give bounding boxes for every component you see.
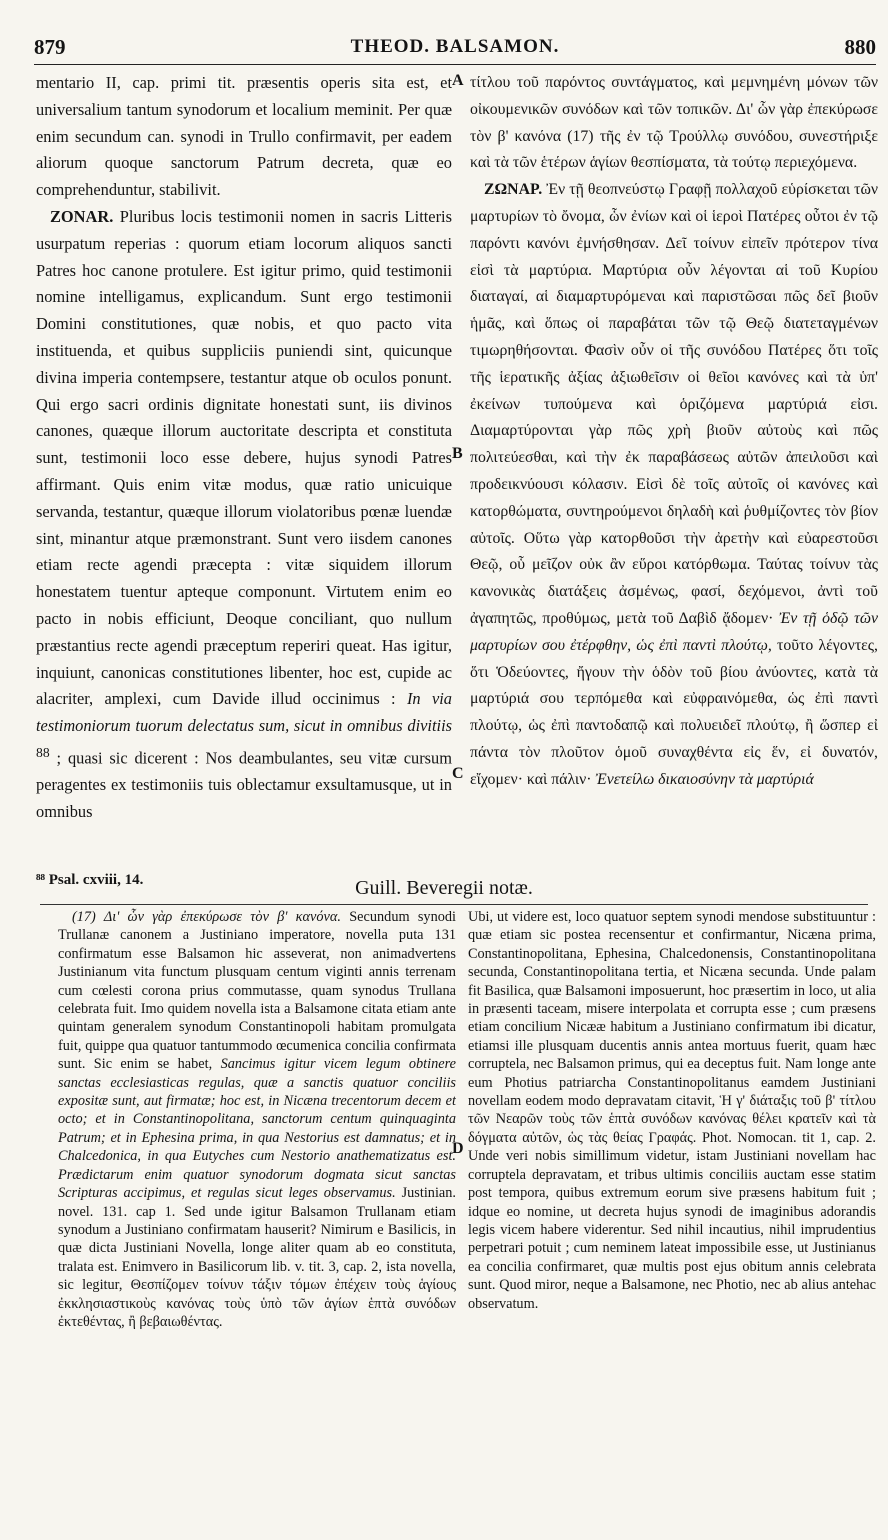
latin-psalm-quote: In via testimoniorum tuorum delectatus sum, sicut in omnibus divitiis [36, 689, 452, 736]
margin-letter-a: A [452, 72, 464, 89]
notes-divider [40, 904, 868, 905]
footnote-ref: 88 [36, 744, 50, 760]
margin-letter-c: C [452, 765, 464, 782]
note-text-cont: Justinian. novel. 131. cap 1. Sed unde igitur Balsamon Trullanam etiam synodum a Justiniano confirmatam hauserit? Nimirum e Basilicis, in quæ dicta Justiniani Novella, longe aliter quam ab eo constituta, tralata est. Enimvero in Basilicorum lib. v. tit. 3, cap. 2, ista novella, sic legitur, Θεσπίζομεν τοίνυν τάξιν τόμων ἐπέχειν τοὺς ἁγίους ἐκκλησιαστικοὺς κανόνας τοὺς ὑπὸ τῶν ἁγίων ἑπτὰ συνόδων ἐκτεθέντας, ἢ βεβαιωθέντας. [58, 1185, 456, 1330]
greek-paragraph-2 [470, 177, 878, 793]
greek-paragraph-1: τίτλου τοῦ παρόντος συντάγματος, καὶ μεμνημένη μόνων τῶν οἰκουμενικῶν συνόδων καὶ τῶν τοπικῶν. Δι' ὧν γὰρ ἐπεκύρωσε τὸν β' κανόνα (17) τῆς ἐν τῷ Τρούλλῳ συνόδου, συνεστήριξε καὶ τὰ τῶν ἑτέρων ἁγίων θεσπίσματα, τὰ τούτῳ περιεχόμενα. [470, 74, 878, 172]
notes-left-paragraph [58, 908, 456, 1331]
greek-zonar-label: ΖΩΝΑΡ. [484, 181, 543, 199]
page-number-right: 880 [844, 34, 876, 59]
notes-right-column [468, 908, 876, 1363]
greek-text: Ἐν τῇ θεοπνεύστῳ Γραφῇ πολλαχοῦ εὑρίσκεται τῶν μαρτυρίων τὸ ὄνομα, ὧν ἐνίων καὶ οἱ ἱεροὶ Πατέρες οὗτοι ἐν τῷ παρόντι κανόνι ἐμνήσθησαν. Δεῖ τοίνυν εἰπεῖν πρότερον τίνα εἰσὶ τὰ μαρτύρια. Μαρτύρια οὖν λέγονται αἱ τοῦ Κυρίου διαταγαί, αἱ διαμαρτυρόμεναι καὶ παριστῶσαι πῶς δεῖ βιοῦν ἡμᾶς, καὶ ὅπως οἱ παραβάται τῶν τῷ Θεῷ διατεταγμένων τιμωρηθήσονται. Φασὶν οὖν οἱ τῆς συνόδου Πατέρες ὅτι τοῖς τῆς ἱερατικῆς ἀξίας ἀξιωθεῖσιν οἱ θεῖοι κανόνες καὶ τὰ ὑπ' ἐκείνων τυπούμενα καὶ ὁριζόμενα μαρτύριά εἰσι. Διαμαρτύρονται γὰρ πῶς χρὴ βιοῦν αὐτοὺς καὶ πῶς πολιτεύεσθαι, καὶ τὴν ἐκ παραβάσεως αὐτῶν ἀπειλοῦσι καὶ προδεικνύουσι κόλασιν. Εἰσὶ δὲ τοῖς αὐτοῖς οἱ κανόνες καὶ κατορθώματα, συντηρούμενοι δηλαδὴ καὶ ῥυθμίζοντες τὸν βίον αὐτοῖς. Οὕτω γὰρ κατορθοῦσι τὴν ἀρετὴν καὶ εὐαρεστοῦσι Θεῷ, οὗ μεῖζον οὐκ ἂν εὕροι κατόρθωμα. Ταύτας τοίνυν τὰς κανονικὰς διατάξεις ἀσμένως, φασί, δεχόμενοι, ἀντὶ τοῦ ἀγαπητῶς, προθύμως, μετὰ τοῦ Δαβὶδ ᾄδομεν· [470, 181, 878, 627]
notes-left-column [58, 908, 456, 1453]
page-number-left: 879 [34, 34, 66, 59]
greek-column [470, 70, 878, 850]
greek-psalm-quote: Ἐν τῇ ὁδῷ τῶν μαρτυρίων σου ἐτέρφθην, ὡς ἐπὶ παντὶ πλούτῳ, [470, 609, 878, 654]
latin-paragraph-2 [36, 204, 452, 826]
latin-text: Pluribus locis testimonii nomen in sacris Litteris usurpatum reperias : quorum etiam locorum aliquos sancti Patres hoc canone protulere. Est igitur primo, quid testimonii nomine intelligamus, explicandum. Sunt ergo testimonii Domini constitutiones, quæ nobis, et quo pacto vita instituenda, et quibus suppliciis puniendi sint, quicunque divina imperia contempsere, testantur atque ob oculos ponunt. Qui ergo sacri ordinis dignitate honestati sunt, iis divinos canones, quæque illorum auctoritate descripta et constituta sunt, testimonii loco esse debere, hujus synodi Patres affirmant. Quis enim vitæ modus, quæ ratio unicuique servanda, testantur, quæque illorum violatoribus pœnæ luendæ sint, minantur atque præmonstrant. Sunt vero iisdem canones etiam recte agendi præcepta : vitæ siquidem illorum honestatem tuentur apteque componunt. Virtutem enim eo pacto in nobis efficiunt, Deoque conciliant, quo nullum præstantius recte agendi præceptum reperiri queat. Has igitur, inquiunt, canonicas constitutiones libenter, hoc est, cupide ac alacriter, amplexi, cum Davide illud occinimus : [36, 206, 452, 709]
greek-psalm-quote-2: Ἐνετείλω δικαιοσύνην τὰ μαρτύριά [595, 770, 814, 788]
margin-letter-d: D [452, 1140, 464, 1157]
notes-title: Guill. Beveregii notæ. [355, 877, 533, 899]
footnote: ⁸⁸ Psal. cxviii, 14. [36, 872, 144, 888]
note-text: Secundum synodi Trullanæ canonem a Justiniano imperatore, novella puta 131 confirmatum esse Balsamon hic asseverat, non animadvertens Justinianum vita functum plusquam centum viginti annis terrenam cum cœlesti corona prius commutasse, quam synodus Trullana celebrata fuit. Imo quidem novella ista a Balsamone citata etiam ante quintam generalem synodum Constantinopoli habitam promulgata fuit, quippe qua quatuor tantummodo œcumenica concilia confirmata sunt. Sic enim se habet, [58, 909, 456, 1073]
notes-right-paragraph: Ubi, ut videre est, loco quatuor septem synodi mendose substituuntur : quæ etiam sic postea recensentur et confirmantur, Nicæna prima, Constantinopolitana, Ephesina, Chalcedonensis, Constantinopolitana secunda, Constantinopolitana tertia, et Nicæna secunda. Unde palam fit Basilica, quæ Balsamoni imposuerunt, hoc præsertim in loco, ut alia in præsenti taceam, misere interpolata et corrupta esse ; cum præsens etiam concilium Nicææ habitum a Justiniano confirmatum ibi dicatur, etiamsi ille plusquam ducentis annis antea mortuus fuerit, quam hæc corruptela, nec Balsamon primus, qui ea deceptus fuit. Nam longe ante eum Photius patriarcha Constantinopolitanus eamdem Justiniani novellam eodem modo depravatam citavit, Ἡ γ' διάταξις τοῦ β' τίτλου τῶν Νεαρῶν τοὺς τῶν ἑπτὰ συνόδων κανόνας θέλει κρατεῖν καὶ τὰ δόγματα αὐτῶν, ὡς τὰς θείας Γραφάς. Phot. Nomocan. tit 1, cap. 2. Unde veri nobis simillimum videtur, istam Justiniani novellam hac corruptela depravatam, et tribus ultimis conciliis auctam esse statim post tempora, quibus extremum eorum sive præsens habitum fuit ; idque eo nomine, ut decreta hujus synodi de imaginibus adorandis legis vicem habere viderentur. Sed nihil incautius, nihil imprudentius perpetrari potuit ; cum neminem lateat impossibile esse, ut Justinianus ea concilia confirmaret, quæ multis post ejus obitum annis celebrata sunt. Quod miror, neque a Balsamone, nec Photio, nec ab alius antehac observatum. [468, 909, 876, 1312]
note-heading: (17) Δι' ὧν γὰρ ἐπεκύρωσε τὸν β' κανόνα. [72, 909, 341, 925]
latin-column [36, 70, 452, 850]
page-header [34, 30, 876, 65]
latin-text-cont: ; quasi sic dicerent : Nos deambulantes, seu vitæ cursum peragentes ex testimoniis tuis oblectamur exsultamusque, ut in omnibus [36, 748, 452, 821]
running-title: THEOD. BALSAMON. [350, 36, 560, 57]
margin-letter-b: B [452, 445, 463, 462]
latin-paragraph-1: mentario II, cap. primi tit. præsentis operis sita est, et universalium tantum synodorum et localium meminit. Per quæ enim secundum can. synodi in Trullo confirmavit, per eadem aliorum quoque sanctorum Patrum decreta, quæ eo comprehenduntur, stabilivit. [36, 73, 452, 200]
latin-zonar-label: ZONAR. [50, 206, 114, 226]
note-quote: Sancimus igitur vicem legum obtinere sanctas ecclesiasticas regulas, quæ a sanctis quatuor conciliis expositæ sunt, aut firmatæ; hoc est, in Nicæna trecentorum decem et octo; et in Constantinopolitana, sanctorum centum quinquaginta Patrum; et in Ephesina prima, in qua Nestorius est damnatus; et in Chalcedonica, in qua Eutyches cum Nestorio anathematizatus est. Prædictarum enim quatuor synodorum dogmata sicut sanctas Scripturas accipimus, et regulas sicut leges observamus. [58, 1056, 456, 1202]
greek-text-cont: τοῦτο λέγοντες, ὅτι Ὁδεύοντες, ἤγουν τὴν ὁδὸν τοῦ βίου ἀνύοντες, κατὰ τὰ μαρτύριά σου τερπόμεθα καὶ εὐφραινόμεθα, ὡς ἐπὶ παντὶ πλούτῳ, ὡς ἐπὶ παντοδαπῷ καὶ πολυειδεῖ πλούτῳ, ἢ ὥσπερ εἰ πάντα τὸν πλοῦτον ὁμοῦ συναχθέντα εἰς ἕν, εἰ δυνατόν, εἴχομεν· καὶ πάλιν· [470, 636, 878, 788]
